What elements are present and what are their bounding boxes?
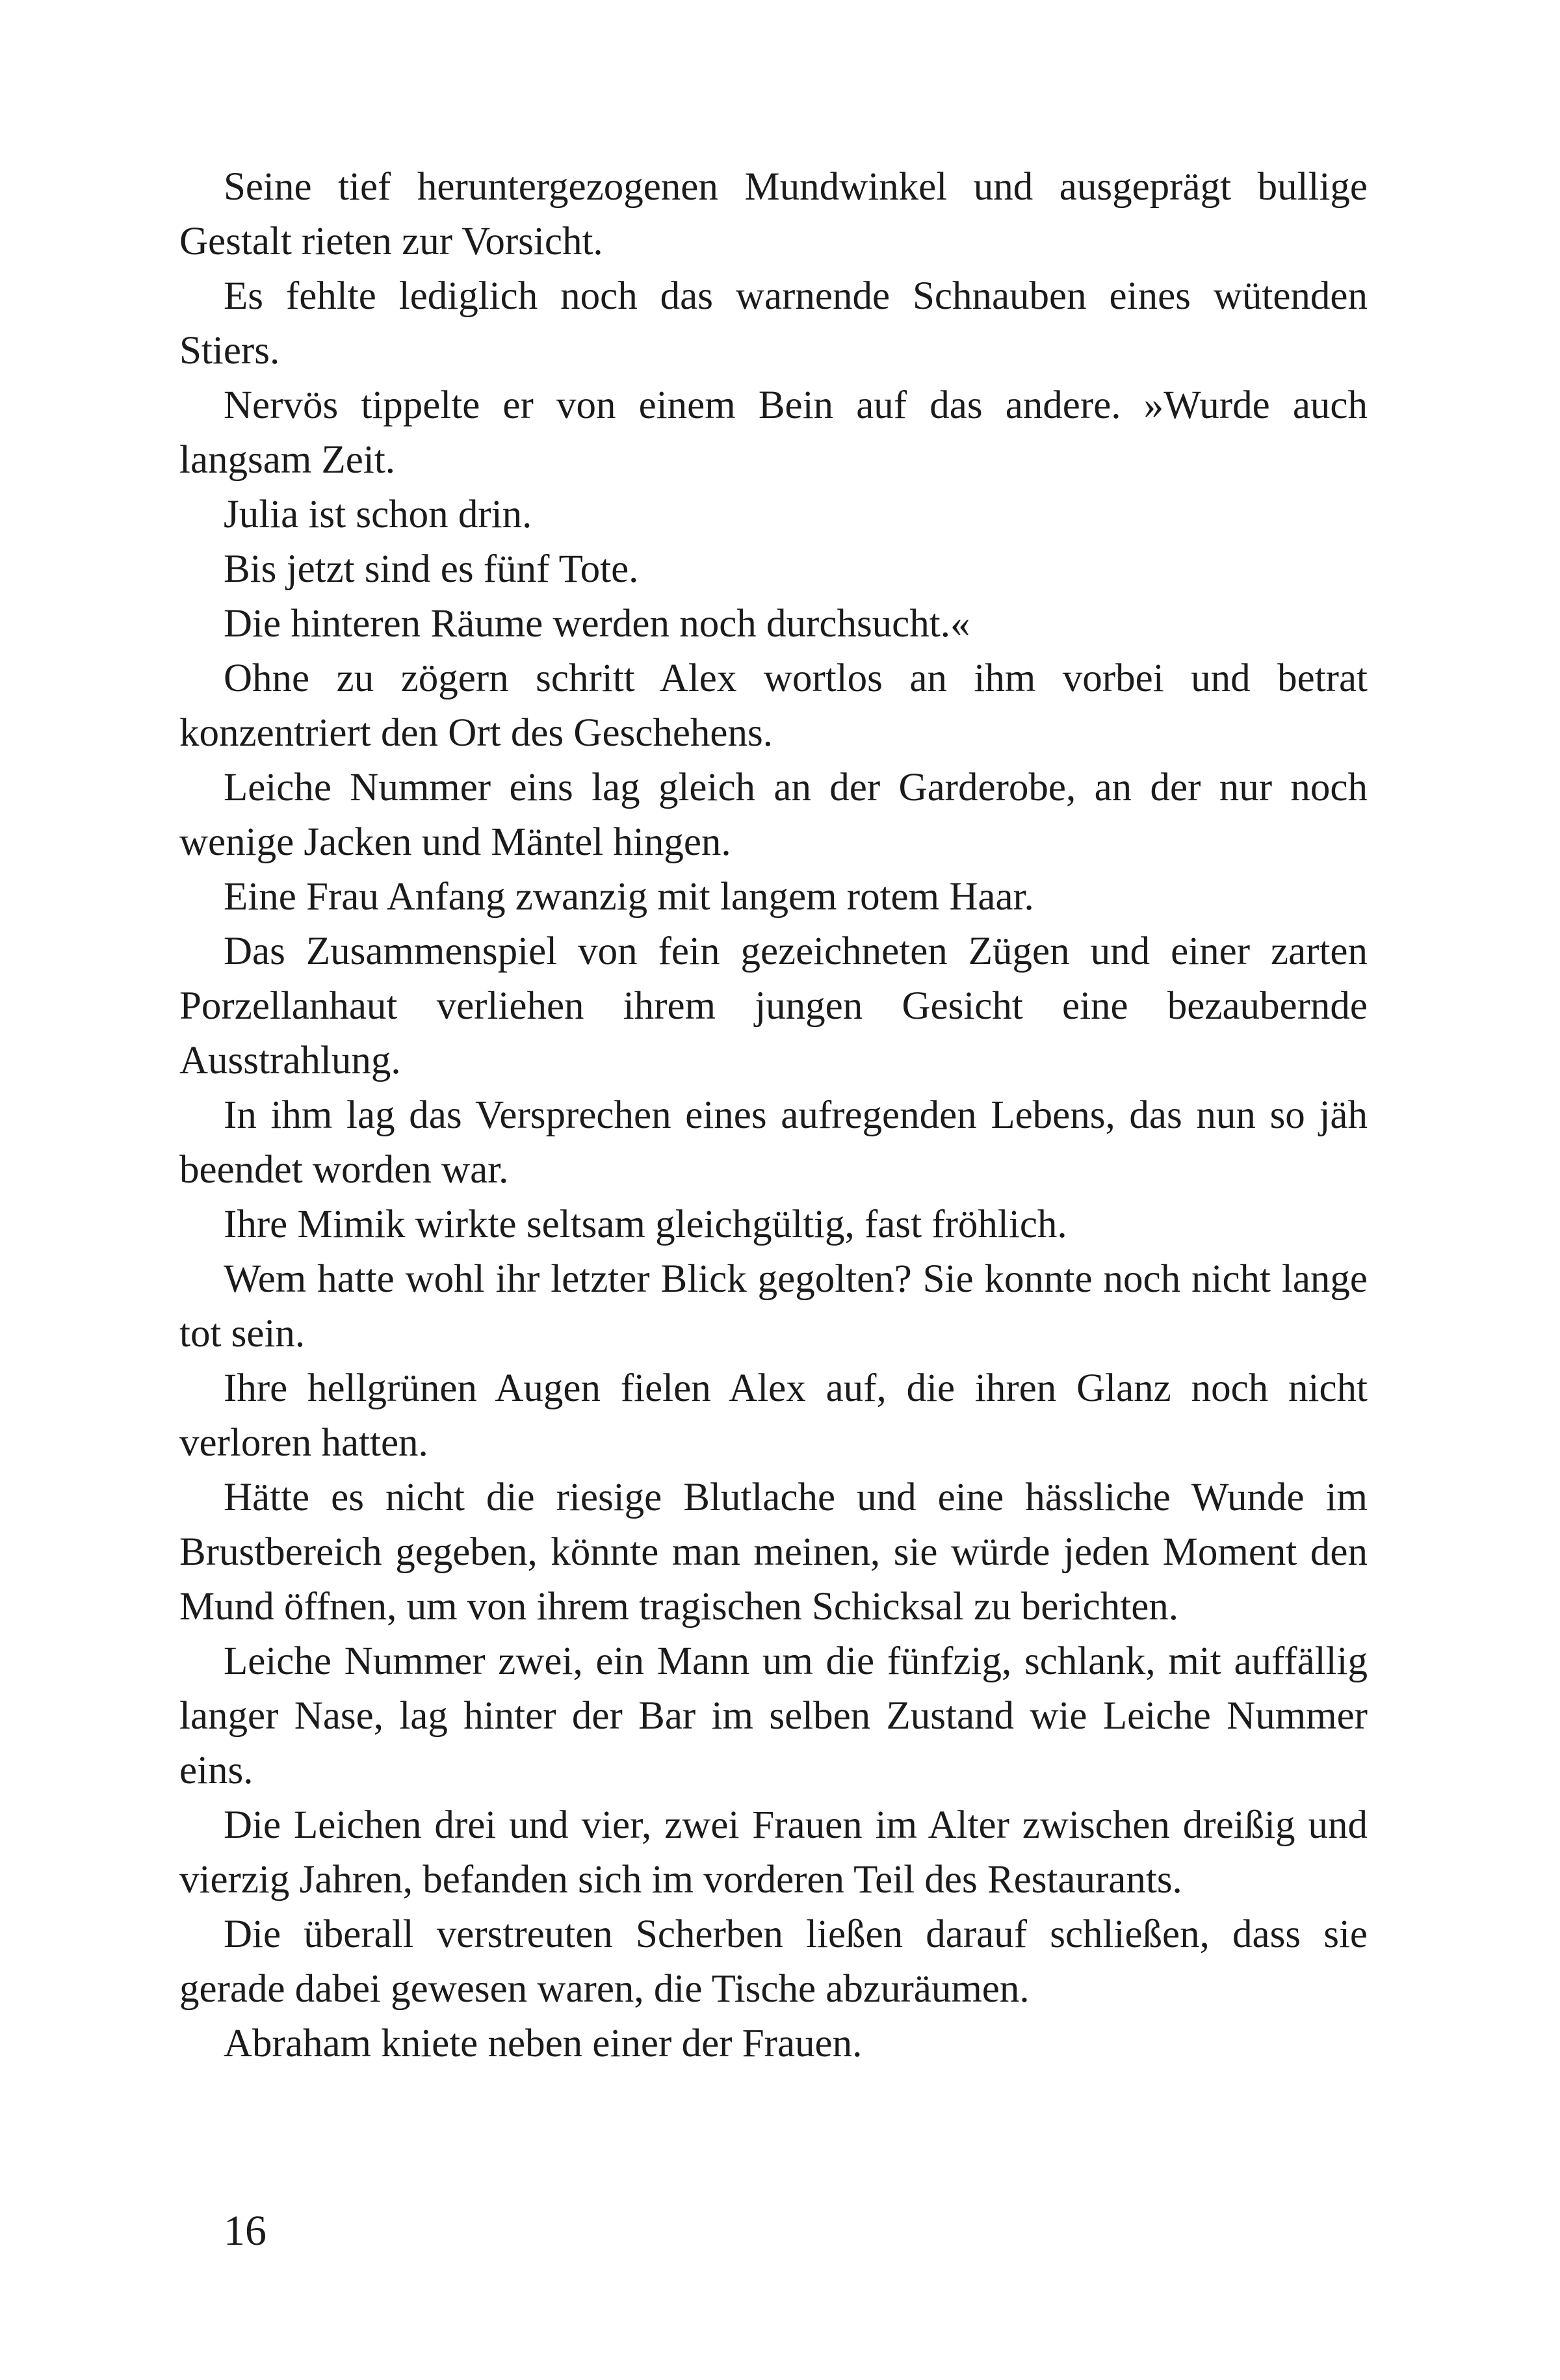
paragraph: In ihm lag das Versprechen eines aufregenden Lebens, das nun so jäh beendet worden war. [179, 1093, 1368, 1192]
paragraph: Die hinteren Räume werden noch durchsucht.« [224, 602, 970, 646]
paragraph: Abraham kniete neben einer der Frauen. [224, 2022, 863, 2065]
body-text-block [179, 160, 1368, 2071]
paragraph: Ohne zu zögern schritt Alex wortlos an ihm vorbei und betrat konzentriert den Ort des Geschehens. [179, 657, 1368, 755]
paragraph: Eine Frau Anfang zwanzig mit langem rotem Haar. [224, 875, 1034, 919]
paragraph: Wem hatte wohl ihr letzter Blick gegolten? Sie konnte noch nicht lange tot sein. [179, 1257, 1368, 1355]
paragraph: Ihre hellgrünen Augen fielen Alex auf, die ihren Glanz noch nicht verloren hatten. [179, 1367, 1368, 1465]
paragraph: Es fehlte lediglich noch das warnende Schnauben eines wütenden Stiers. [179, 274, 1368, 373]
paragraph: Bis jetzt sind es fünf Tote. [224, 547, 639, 591]
paragraph: Ihre Mimik wirkte seltsam gleichgültig, fast fröhlich. [224, 1203, 1067, 1246]
paragraph: Leiche Nummer eins lag gleich an der Garderobe, an der nur noch wenige Jacken und Mäntel hingen. [179, 766, 1368, 864]
paragraph: Die überall verstreuten Scherben ließen darauf schließen, dass sie gerade dabei gewesen waren, die Tische abzuräumen. [179, 1913, 1368, 2011]
page-number: 16 [224, 2207, 266, 2255]
paragraph: Nervös tippelte er von einem Bein auf das andere. »Wurde auch langsam Zeit. [179, 384, 1368, 482]
paragraph: Das Zusammenspiel von fein gezeichneten Zügen und einer zarten Porzellanhaut verliehen ihrem jungen Gesicht eine bezaubernde Ausstrahlung. [179, 930, 1368, 1082]
paragraph: Leiche Nummer zwei, ein Mann um die fünfzig, schlank, mit auffällig langer Nase, lag hinter der Bar im selben Zustand wie Leiche Nummer eins. [179, 1640, 1368, 1792]
paragraph: Julia ist schon drin. [224, 493, 532, 536]
paragraph: Die Leichen drei und vier, zwei Frauen im Alter zwischen dreißig und vierzig Jahren, befanden sich im vorderen Teil des Restaurants. [179, 1803, 1368, 1902]
paragraph: Seine tief heruntergezogenen Mundwinkel und ausgeprägt bullige Gestalt rieten zur Vorsicht. [179, 165, 1368, 263]
paragraph: Hätte es nicht die riesige Blutlache und eine hässliche Wunde im Brustbereich gegeben, könnte man meinen, sie würde jeden Moment den Mund öffnen, um von ihrem tragischen Schicksal zu berichten. [179, 1476, 1368, 1628]
